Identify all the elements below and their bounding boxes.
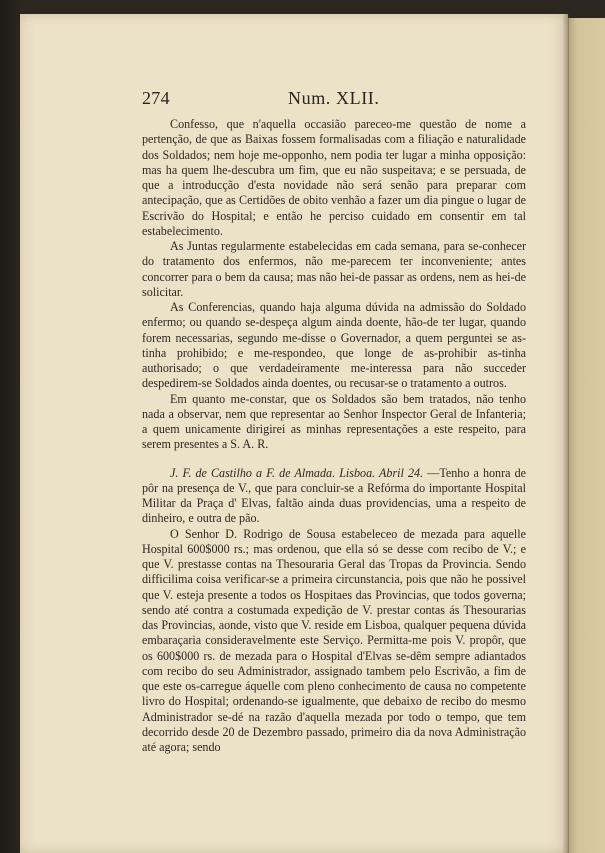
facing-page-edge xyxy=(568,18,605,853)
page-number: 274 xyxy=(142,88,170,108)
page-header xyxy=(142,88,542,112)
paragraph: As Juntas regularmente estabelecidas em cada semana, para se-conhecer do tratamento dos enfermos, não me-parecem ter inconveniente; antes concorrer para o bem da causa; mas não hei-de passar as ordens, nem as hei-de solicitar. xyxy=(142,239,526,299)
running-head: Num. XLII. xyxy=(288,88,380,108)
paragraph: As Conferencias, quando haja alguma dúvida na admissão do Soldado enfermo; ou quando se-despeça algum ainda doente, hão-de ter lugar, quando forem necessarias, segundo me-disse o Governador, a quem perguntei se as-tinha prohibido; e me-respondeo, que longe de as-prohibir as-tinha authorisado; o que verdadeiramente me-interessa para não succeder despedirem-se Soldados ainda doentes, ou recusar-se o tratamento a outros. xyxy=(142,300,526,391)
letter-heading: J. F. de Castilho a F. de Almada. Lisboa. Abril 24. xyxy=(170,465,424,480)
section-gap xyxy=(142,453,526,466)
page-body xyxy=(142,117,526,755)
paragraph: Confesso, que n'aquella occasião pareceo-me questão de nome a pertenção, de que as Baixas fossem formalisadas com a filiação e naturalidade dos Soldados; nem hoje me-opponho, nem podia ter lugar a minha opposição: mas ha quem lhe-descubra um fim, que eu não suspeitava; e se persuada, de que a introducção d'esta novidade não será senão para preparar com antecipação, que as Certidões de obito venhão a fazer um dia pingue o lugar de Escrivão do Hospital; e então he perciso cuidado em consentir em tal estabelecimento. xyxy=(142,117,526,238)
letter-paragraph xyxy=(142,466,526,527)
letter-opening: —Tenho a honra de pôr na presença de V., que para concluir-se a Refórma do importante Hospital Militar da Praça d' Elvas, faltão ainda duas providencias, uma a respeito de dinheiro, e outra de pão. xyxy=(142,465,526,526)
letter-body: O Senhor D. Rodrigo de Sousa estabeleceo de mezada para aquelle Hospital 600$000 rs.; mas ordenou, que ella só se desse com recibo de V.; e que V. prestasse contas na Thesouraria Geral das Tropas da Provincia. Sendo difficilima coisa verificar-se a primeira circunstancia, pois que não he possivel que V. esteja presente a todos os Hospitaes das Provincias, que todos governa; sendo até contra a costumada expedição de V. prestar contas ás Thesourarias das Provincias, aonde, visto que V. reside em Lisboa, qualquer pequena dúvida embaraçaria consideravelmente este Serviço. Permitta-me pois V. propôr, que os 600$000 rs. de mezada para o Hospital d'Elvas se-dêm sempre adiantados com recibo do seu Administrador, assignado tambem pelo Escrivão, a fim de que este os-carregue áquelle com pleno conhecimento de causa no competente livro do Hospital; ordenando-se igualmente, que debaixo de recibo do mesmo Administrador se-dé na razão d'aquella mezada por todo o tempo, que tem decorrido desde 20 de Dezembro passado, primeiro dia da nova Administração até agora; sendo xyxy=(142,526,526,754)
paragraph: Em quanto me-constar, que os Soldados são bem tratados, não tenho nada a observar, nem que representar ao Senhor Inspector Geral de Infanteria; a quem unicamente dirigirei as minhas representações a este respeito, para serem presentes a S. A. R. xyxy=(142,391,526,452)
